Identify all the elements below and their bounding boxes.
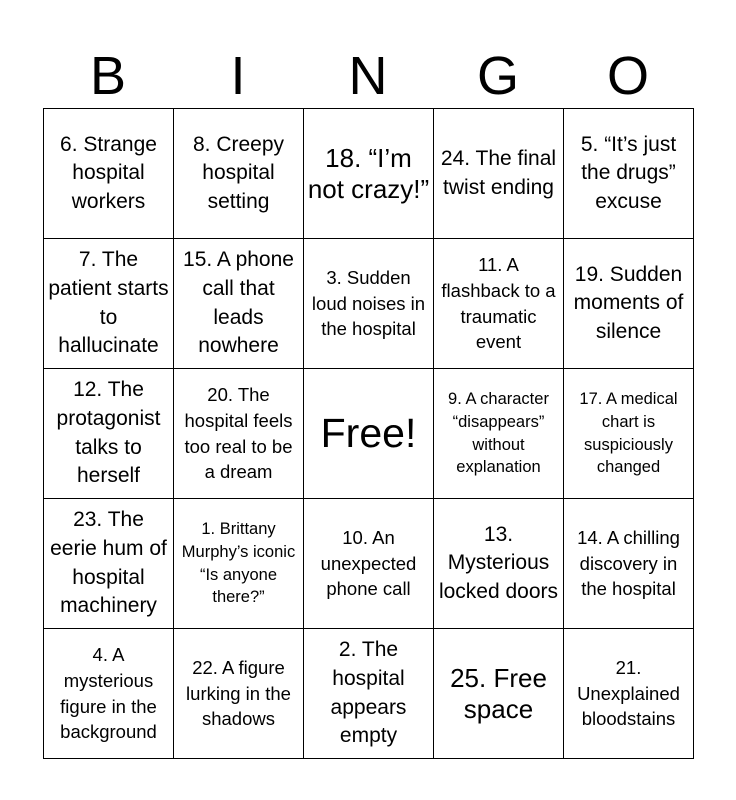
board-row bbox=[44, 109, 694, 239]
cell-text: 5. “It’s just the drugs” excuse bbox=[580, 132, 677, 213]
bingo-cell[interactable] bbox=[304, 109, 434, 239]
board-row bbox=[44, 369, 694, 499]
board-row bbox=[44, 239, 694, 369]
cell-text: 20. The hospital feels too real to be a dream bbox=[184, 384, 293, 483]
bingo-cell[interactable] bbox=[44, 109, 174, 239]
cell-text: 22. A figure lurking in the shadows bbox=[186, 657, 291, 730]
free-space-cell[interactable] bbox=[304, 369, 434, 499]
cell-text: 11. A flashback to a traumatic event bbox=[441, 254, 556, 353]
bingo-cell[interactable] bbox=[174, 499, 304, 629]
bingo-cell[interactable] bbox=[434, 369, 564, 499]
bingo-cell[interactable] bbox=[304, 239, 434, 369]
cell-text: 15. A phone call that leads nowhere bbox=[183, 248, 294, 358]
board-row bbox=[44, 499, 694, 629]
bingo-header bbox=[43, 44, 693, 108]
bingo-cell[interactable] bbox=[564, 239, 694, 369]
bingo-cell[interactable] bbox=[44, 369, 174, 499]
free-space-label: Free! bbox=[320, 409, 417, 456]
bingo-board bbox=[43, 108, 694, 759]
cell-text: 8. Creepy hospital setting bbox=[192, 132, 285, 213]
cell-text: 25. Free space bbox=[450, 662, 547, 724]
cell-text: 18. “I’m not crazy!” bbox=[307, 142, 430, 204]
cell-text: 23. The eerie hum of hospital machinery bbox=[50, 508, 167, 618]
bingo-cell[interactable] bbox=[564, 109, 694, 239]
bingo-cell[interactable] bbox=[564, 369, 694, 499]
cell-text: 17. A medical chart is suspiciously changed bbox=[579, 389, 678, 477]
bingo-cell[interactable] bbox=[44, 239, 174, 369]
bingo-cell[interactable] bbox=[174, 369, 304, 499]
cell-text: 21. Unexplained bloodstains bbox=[577, 657, 680, 730]
cell-text: 7. The patient starts to hallucinate bbox=[48, 248, 169, 358]
bingo-cell[interactable] bbox=[304, 499, 434, 629]
cell-text: 14. A chilling discovery in the hospital bbox=[577, 527, 680, 600]
bingo-cell[interactable] bbox=[434, 499, 564, 629]
header-letter-b: B bbox=[89, 46, 127, 106]
header-letter-o: O bbox=[606, 46, 649, 106]
bingo-cell[interactable] bbox=[174, 239, 304, 369]
bingo-cell[interactable] bbox=[174, 109, 304, 239]
cell-text: 13. Mysterious locked doors bbox=[438, 522, 559, 603]
bingo-cell[interactable] bbox=[434, 629, 564, 759]
cell-text: 24. The final twist ending bbox=[440, 146, 557, 199]
cell-text: 19. Sudden moments of silence bbox=[573, 262, 684, 343]
bingo-cell[interactable] bbox=[304, 629, 434, 759]
cell-text: 12. The protagonist talks to herself bbox=[56, 378, 161, 488]
board-row bbox=[44, 629, 694, 759]
cell-text: 4. A mysterious figure in the background bbox=[60, 644, 157, 743]
header-letter-g: G bbox=[476, 46, 519, 106]
bingo-cell[interactable] bbox=[44, 629, 174, 759]
bingo-cell[interactable] bbox=[434, 109, 564, 239]
cell-text: 1. Brittany Murphy’s iconic “Is anyone there?” bbox=[181, 519, 296, 607]
cell-text: 10. An unexpected phone call bbox=[320, 527, 417, 600]
bingo-cell[interactable] bbox=[564, 629, 694, 759]
cell-text: 9. A character “disappears” without explanation bbox=[448, 389, 549, 477]
cell-text: 6. Strange hospital workers bbox=[60, 132, 157, 213]
bingo-cell[interactable] bbox=[44, 499, 174, 629]
header-letter-i: I bbox=[230, 46, 246, 106]
cell-text: 2. The hospital appears empty bbox=[330, 638, 407, 748]
cell-text: 3. Sudden loud noises in the hospital bbox=[311, 267, 426, 340]
bingo-cell[interactable] bbox=[434, 239, 564, 369]
bingo-cell[interactable] bbox=[564, 499, 694, 629]
header-letter-n: N bbox=[348, 46, 388, 106]
bingo-cell[interactable] bbox=[174, 629, 304, 759]
